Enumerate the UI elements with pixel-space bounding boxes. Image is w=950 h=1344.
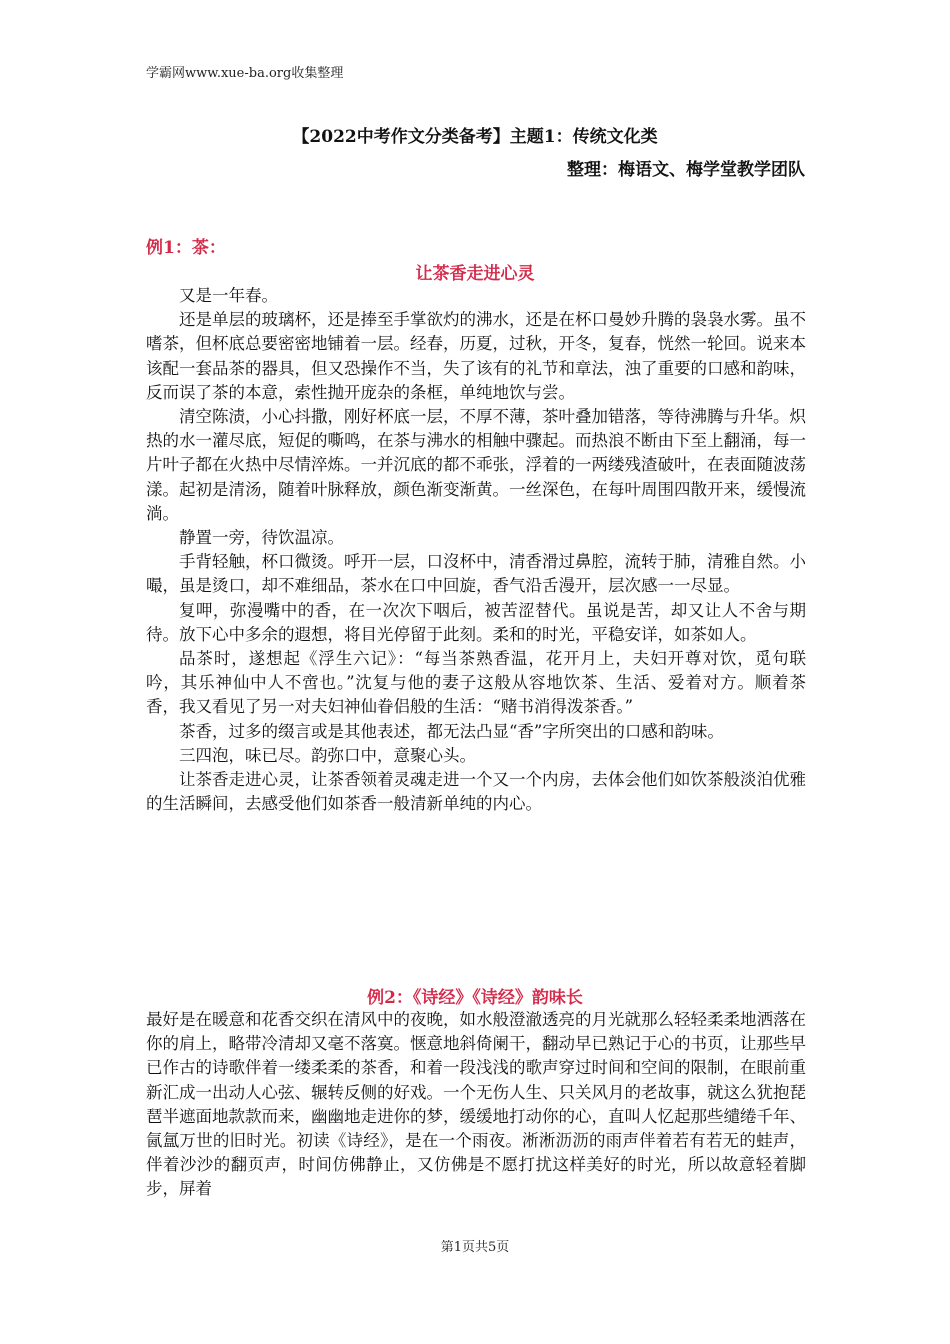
paragraph: 品茶时，遂想起《浮生六记》：“每当茶熟香温，花开月上，夫妇开尊对饮，觅句联吟，其乐神仙中人不啻也。”沈复与他的妻子这般从容地饮茶、生活、爱着对方。顺着茶香，我又看见了另一对夫妇神仙眷侣般的生活：“赌书消得泼茶香。” bbox=[146, 649, 806, 717]
paragraph: 让茶香走进心灵，让茶香领着灵魂走进一个又一个内房，去体会他们如饮茶般淡泊优雅的生活瞬间，去感受他们如茶香一般清新单纯的内心。 bbox=[146, 770, 806, 814]
paragraph: 清空陈渍，小心抖撒，刚好杯底一层，不厚不薄，茶叶叠加错落，等待沸腾与升华。炽热的水一灌尽底，短促的嘶鸣，在茶与沸水的相触中骤起。而热浪不断由下至上翻涌，每一片叶子都在火热中尽情淬炼。一并沉底的都不乖张，浮着的一两缕残渣破叶，在表面随波荡漾。起初是清汤，随着叶脉释放，颜色渐变渐黄。一丝深色，在每叶周围四散开来，缓慢流淌。 bbox=[146, 407, 806, 523]
page-footer-number: 第1页共5页 bbox=[440, 1240, 510, 1255]
paragraph: 还是单层的玻璃杯，还是捧至手掌欲灼的沸水，还是在杯口曼妙升腾的袅袅水雾。虽不嗜茶，但杯底总要密密地铺着一层。经春，历夏，过秋，开冬，复春，恍然一轮回。说来本该配一套品茶的器具，但又恐操作不当，失了该有的礼节和章法，浊了重要的口感和韵味，反而误了茶的本意，索性抛开庞杂的条框，单纯地饮与尝。 bbox=[146, 310, 806, 402]
document-title: 【2022中考作文分类备考】主题1：传统文化类 bbox=[292, 127, 658, 147]
paragraph: 三四泡，味已尽。韵弥口中，意聚心头。 bbox=[179, 745, 476, 765]
example-1-body bbox=[146, 284, 806, 816]
paragraph: 静置一旁，待饮温凉。 bbox=[179, 528, 344, 548]
page-header-source: 学霸网www.xue-ba.org收集整理 bbox=[146, 66, 344, 81]
compiler-credit: 整理：梅语文、梅学堂教学团队 bbox=[567, 160, 805, 180]
paragraph: 又是一年春。 bbox=[179, 286, 278, 305]
paragraph: 复呷，弥漫嘴中的香，在一次次下咽后，被苦涩替代。虽说是苦，却又让人不舍与期待。放下心中多余的遐想，将目光停留于此刻。柔和的时光，平稳安详，如茶如人。 bbox=[146, 600, 806, 644]
example-1-essay-title: 让茶香走进心灵 bbox=[415, 264, 535, 284]
paragraph: 手背轻触，杯口微烫。呼开一层，口沒杯中，清香滑过鼻腔，流转于肺，清雅自然。小嘬，虽是烫口，却不难细品，茶水在口中回旋，香气沿舌漫开，层次感一一尽显。 bbox=[146, 552, 806, 596]
example-2-body bbox=[146, 1008, 806, 1202]
example-2-label: 例2：《诗经》《诗经》韵味长 bbox=[367, 988, 583, 1008]
paragraph: 最好是在暖意和花香交织在清风中的夜晚，如水般澄澈透亮的月光就那么轻轻柔柔地洒落在你的肩上，略带冷清却又毫不落寞。惬意地斜倚阑干，翻动早已熟记于心的书页，让那些早已作古的诗歌伴着一缕柔柔的茶香，和着一段浅浅的歌声穿过时间和空间的限制，在眼前重新汇成一出动人心弦、辗转反侧的好戏。一个无伤人生、只关风月的老故事，就这么犹抱琵琶半遮面地款款而来，幽幽地走进你的梦，缓缓地打动你的心，直叫人忆起那些缱绻千年、氤氲万世的旧时光。初读《诗经》，是在一个雨夜。淅淅沥沥的雨声伴着若有若无的蛙声，伴着沙沙的翻页声，时间仿佛静止，又仿佛是不愿打扰这样美好的时光，所以故意轻着脚步，屏着 bbox=[146, 1010, 806, 1199]
example-1-label: 例1：茶： bbox=[146, 238, 226, 258]
paragraph: 茶香，过多的缀言或是其他表述，都无法凸显“香”字所突出的口感和韵味。 bbox=[179, 721, 724, 741]
